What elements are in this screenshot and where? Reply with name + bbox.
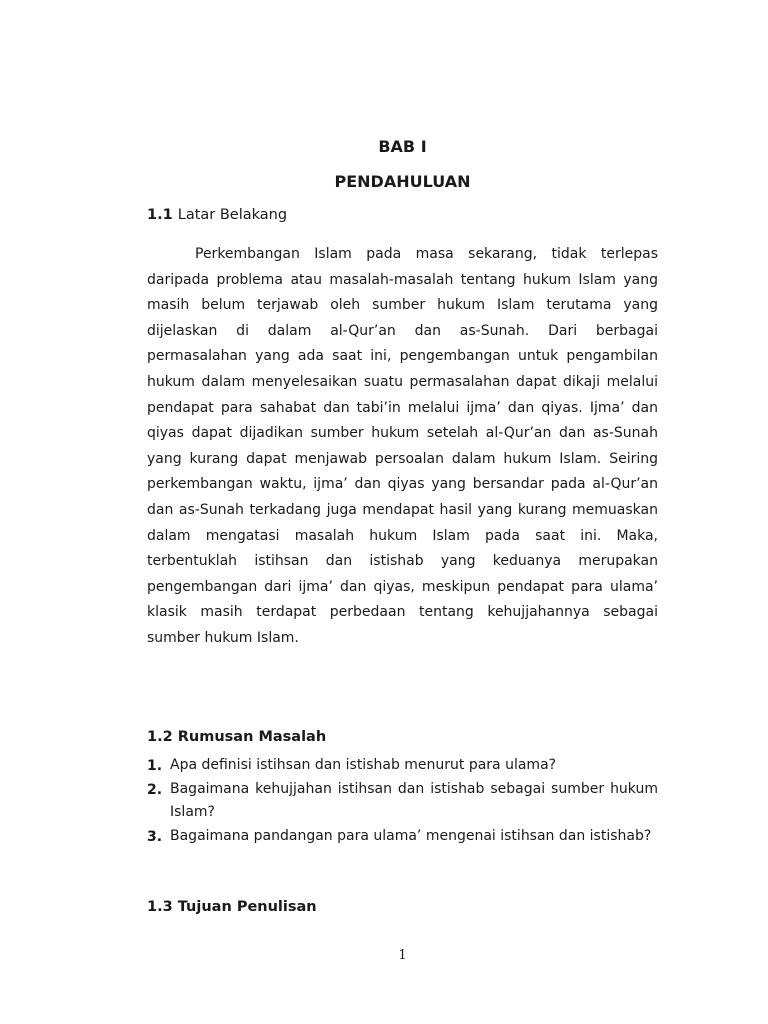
list-item xyxy=(147,756,658,777)
section-heading-tujuan-penulisan xyxy=(147,897,317,917)
list-item-text: Apa definisi istihsan dan istishab menurut para ulama? xyxy=(170,757,557,773)
chapter-title: PENDAHULUAN xyxy=(334,172,471,191)
section-title: Rumusan Masalah xyxy=(177,729,327,745)
section-number: 1.2 xyxy=(147,729,173,745)
list-item-text: Bagaimana kehujjahan istihsan dan istishab sebagai sumber hukum Islam? xyxy=(170,781,658,820)
section-heading-rumusan-masalah xyxy=(147,727,326,747)
problem-list xyxy=(147,756,658,851)
list-item-text: Bagaimana pandangan para ulama’ mengenai istihsan dan istishab? xyxy=(170,828,652,844)
section-number: 1.3 xyxy=(147,899,173,915)
background-paragraph: Perkembangan Islam pada masa sekarang, tidak terlepas daripada problema atau masalah-masalah tentang hukum Islam yang masih belum terjawab oleh sumber hukum Islam terutama yang dijelaskan di dalam al-Qur’an dan as-Sunah. Dari berbagai permasalahan yang ada saat ini, pengembangan untuk pengambilan hukum dalam menyelesaikan suatu permasalahan dapat dikaji melalui pendapat para sahabat dan tabi’in melalui ijma’ dan qiyas. Ijma’ dan qiyas dapat dijadikan sumber hukum setelah al-Qur’an dan as-Sunah yang kurang dapat menjawab persoalan dalam hukum Islam. Seiring perkembangan waktu, ijma’ dan qiyas yang bersandar pada al-Qur’an dan as-Sunah terkadang juga mendapat hasil yang kurang memuaskan dalam mengatasi masalah hukum Islam pada saat ini. Maka, terbentuklah istihsan dan istishab yang keduanya merupakan pengembangan dari ijma’ dan qiyas, meskipun pendapat para ulama’ klasik masih terdapat perbedaan tentang kehujjahannya sebagai sumber hukum Islam. xyxy=(147,246,658,646)
list-item xyxy=(147,780,658,824)
chapter-label: BAB I xyxy=(378,137,427,156)
section-heading-latar-belakang xyxy=(147,205,287,225)
list-item xyxy=(147,827,658,848)
list-item-number: 3. xyxy=(147,829,163,845)
page-number: 1 xyxy=(398,948,407,963)
section-title: Tujuan Penulisan xyxy=(177,899,317,915)
list-item-number: 2. xyxy=(147,782,163,798)
section-title: Latar Belakang xyxy=(177,207,288,223)
list-item-number: 1. xyxy=(147,758,163,774)
section-number: 1.1 xyxy=(147,207,173,223)
